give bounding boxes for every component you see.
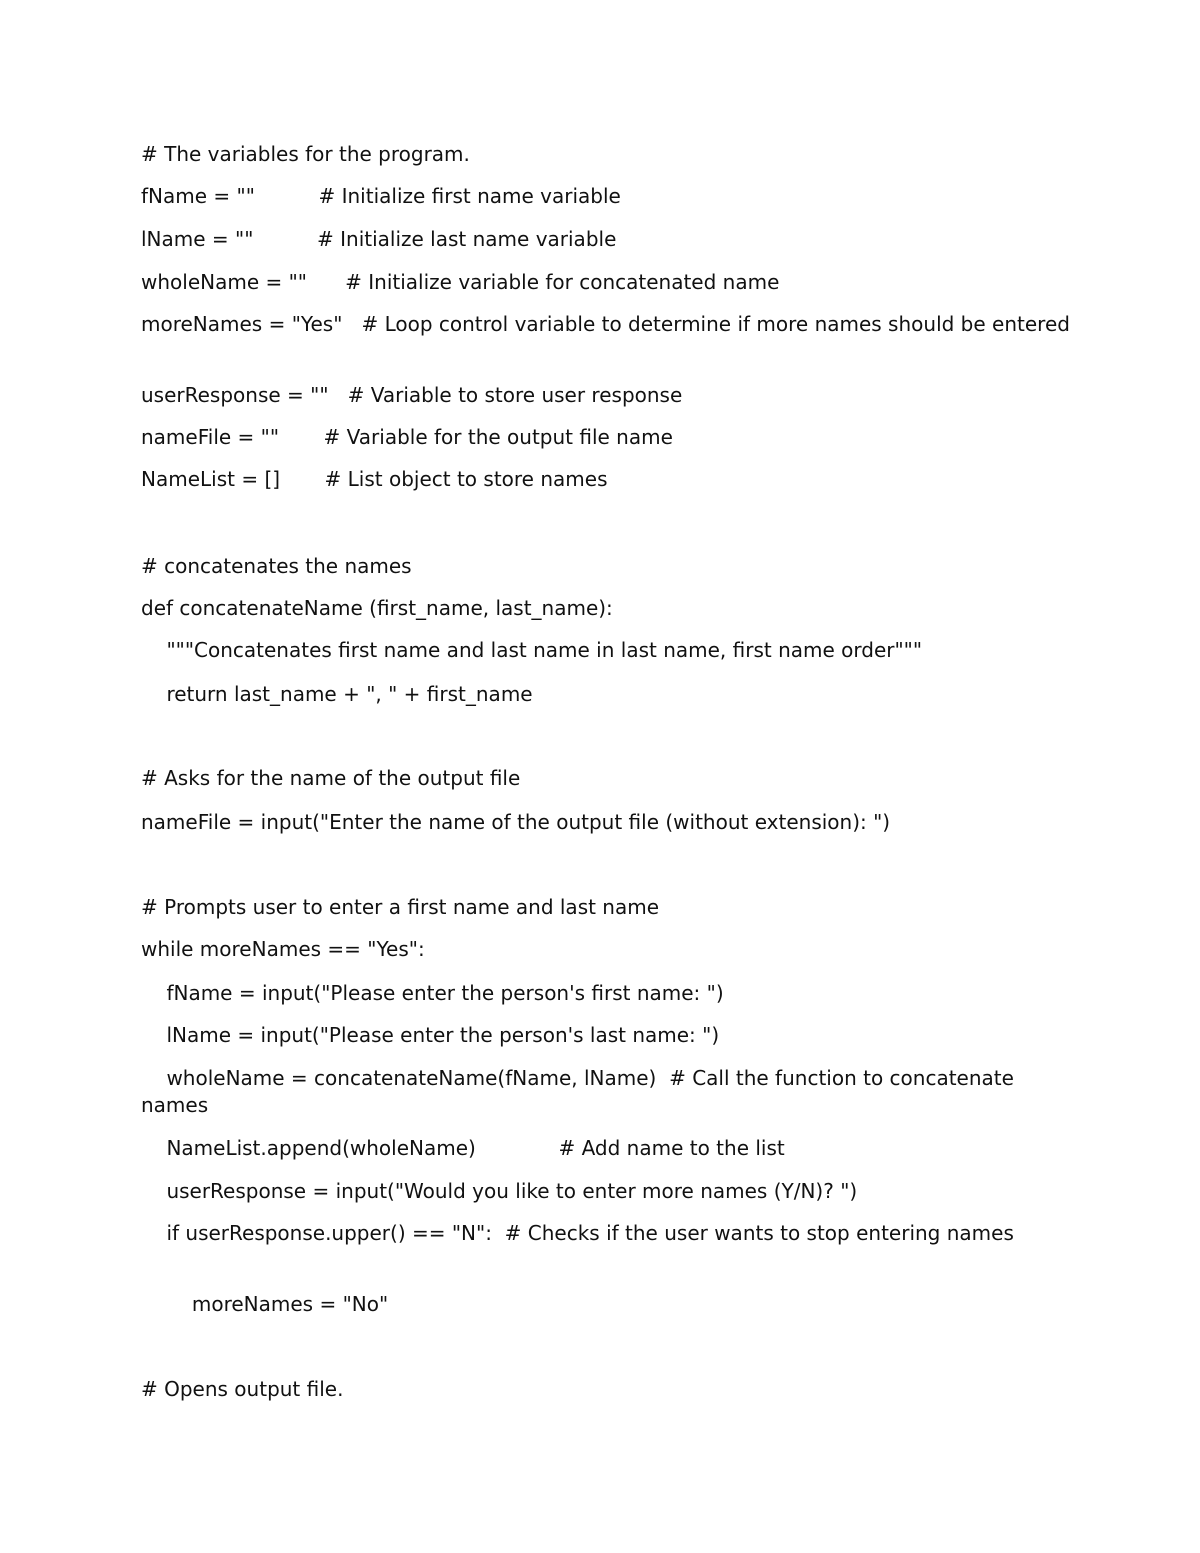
code-line: def concatenateName (first_name, last_name): <box>141 596 613 620</box>
code-line: moreNames = "No" <box>141 1292 389 1316</box>
code-line: NameList.append(wholeName) # Add name to the list <box>141 1136 785 1160</box>
code-line: userResponse = input("Would you like to enter more names (Y/N)? ") <box>141 1179 858 1203</box>
code-line: # The variables for the program. <box>141 142 470 166</box>
code-line: if userResponse.upper() == "N": # Checks if the user wants to stop entering names <box>141 1221 1014 1245</box>
code-line: while moreNames == "Yes": <box>141 937 425 961</box>
code-comment: # Prompts user to enter a first name and last name <box>141 895 660 919</box>
code-comment: # concatenates the names <box>141 554 412 578</box>
code-line: fName = input("Please enter the person's first name: ") <box>141 981 724 1005</box>
code-line: lName = input("Please enter the person's last name: ") <box>141 1023 720 1047</box>
code-comment: # Asks for the name of the output file <box>141 766 521 790</box>
code-line: wholeName = "" # Initialize variable for concatenated name <box>141 270 780 294</box>
code-line: return last_name + ", " + first_name <box>141 682 533 706</box>
code-line: fName = "" # Initialize first name variable <box>141 184 621 208</box>
code-line: """Concatenates first name and last name in last name, first name order""" <box>141 638 923 662</box>
code-line: lName = "" # Initialize last name variable <box>141 227 617 251</box>
code-line: nameFile = input("Enter the name of the output file (without extension): ") <box>141 810 891 834</box>
code-line: NameList = [] # List object to store names <box>141 467 608 491</box>
code-line: moreNames = "Yes" # Loop control variable to determine if more names should be entered <box>141 312 1070 336</box>
code-line: nameFile = "" # Variable for the output file name <box>141 425 673 449</box>
code-comment: # Opens output file. <box>141 1377 344 1401</box>
code-line: userResponse = "" # Variable to store user response <box>141 383 683 407</box>
code-line: wholeName = concatenateName(fName, lName) # Call the function to concatenate names <box>141 1066 1021 1117</box>
